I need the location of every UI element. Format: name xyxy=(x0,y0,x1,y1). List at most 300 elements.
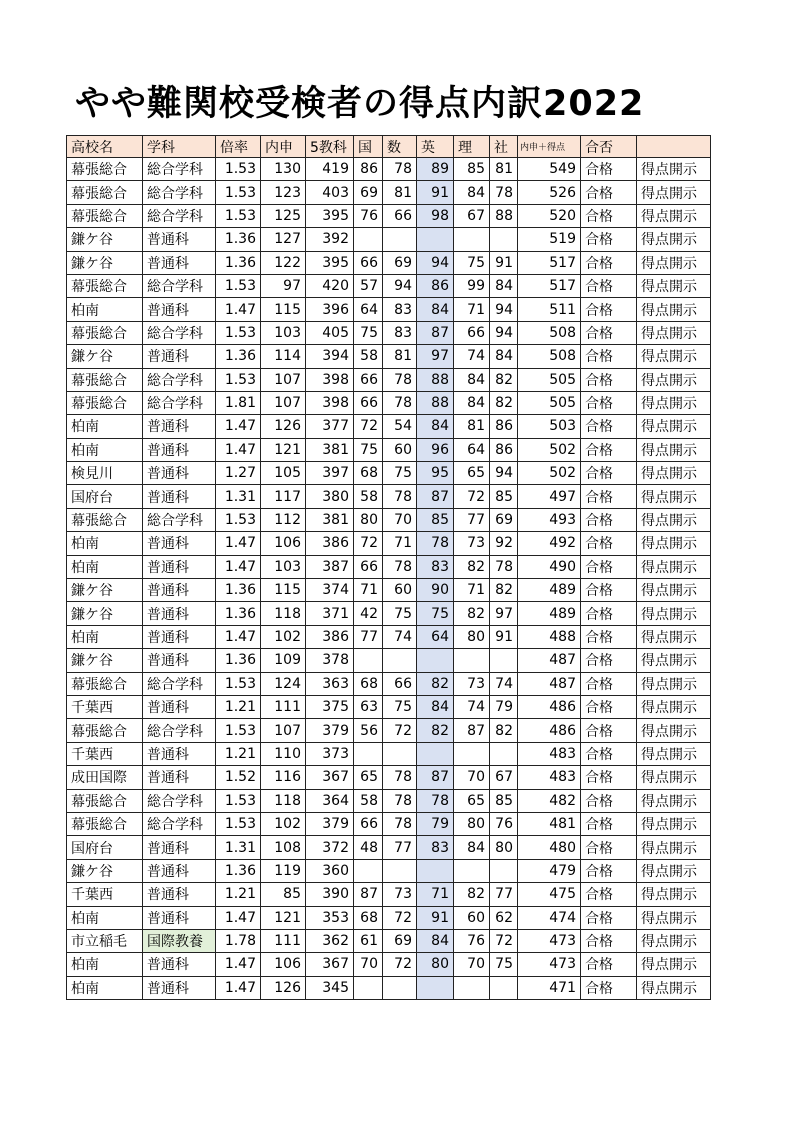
science-cell: 82 xyxy=(454,883,490,906)
japanese-cell xyxy=(354,976,383,999)
col-header-science: 理 xyxy=(454,136,490,158)
naishin-cell: 105 xyxy=(261,462,306,485)
result-cell: 合格 xyxy=(581,672,637,695)
total-cell: 508 xyxy=(518,345,581,368)
english-cell: 97 xyxy=(417,345,454,368)
total-cell: 526 xyxy=(518,181,581,204)
japanese-cell: 68 xyxy=(354,672,383,695)
five-subject-cell: 387 xyxy=(306,555,354,578)
math-cell: 78 xyxy=(383,485,417,508)
social-cell: 85 xyxy=(490,485,518,508)
total-cell: 471 xyxy=(518,976,581,999)
english-cell xyxy=(417,649,454,672)
result-cell: 合格 xyxy=(581,649,637,672)
japanese-cell: 80 xyxy=(354,508,383,531)
english-cell: 96 xyxy=(417,438,454,461)
math-cell: 69 xyxy=(383,251,417,274)
course-cell: 総合学科 xyxy=(143,789,216,812)
science-cell: 84 xyxy=(454,391,490,414)
social-cell xyxy=(490,859,518,882)
math-cell: 94 xyxy=(383,274,417,297)
japanese-cell: 70 xyxy=(354,953,383,976)
note-cell: 得点開示 xyxy=(637,251,711,274)
school-cell: 幕張総合 xyxy=(67,719,143,742)
total-cell: 483 xyxy=(518,766,581,789)
school-cell: 鎌ケ谷 xyxy=(67,251,143,274)
naishin-cell: 103 xyxy=(261,555,306,578)
math-cell: 78 xyxy=(383,368,417,391)
table-row xyxy=(67,321,711,344)
five-subject-cell: 379 xyxy=(306,719,354,742)
total-cell: 502 xyxy=(518,438,581,461)
science-cell: 99 xyxy=(454,274,490,297)
course-cell: 総合学科 xyxy=(143,204,216,227)
note-cell: 得点開示 xyxy=(637,391,711,414)
result-cell: 合格 xyxy=(581,695,637,718)
ratio-cell: 1.36 xyxy=(216,345,261,368)
social-cell: 69 xyxy=(490,508,518,531)
ratio-cell: 1.47 xyxy=(216,625,261,648)
english-cell: 80 xyxy=(417,953,454,976)
science-cell xyxy=(454,649,490,672)
result-cell: 合格 xyxy=(581,345,637,368)
math-cell: 72 xyxy=(383,953,417,976)
course-cell: 普通科 xyxy=(143,485,216,508)
course-cell: 普通科 xyxy=(143,836,216,859)
five-subject-cell: 395 xyxy=(306,204,354,227)
note-cell: 得点開示 xyxy=(637,532,711,555)
five-subject-cell: 364 xyxy=(306,789,354,812)
ratio-cell: 1.36 xyxy=(216,228,261,251)
naishin-cell: 106 xyxy=(261,532,306,555)
table-row xyxy=(67,883,711,906)
social-cell: 77 xyxy=(490,883,518,906)
naishin-cell: 110 xyxy=(261,742,306,765)
course-cell: 普通科 xyxy=(143,251,216,274)
school-cell: 国府台 xyxy=(67,485,143,508)
note-cell: 得点開示 xyxy=(637,321,711,344)
note-cell: 得点開示 xyxy=(637,298,711,321)
five-subject-cell: 362 xyxy=(306,929,354,952)
five-subject-cell: 419 xyxy=(306,158,354,181)
ratio-cell: 1.47 xyxy=(216,906,261,929)
math-cell: 73 xyxy=(383,883,417,906)
result-cell: 合格 xyxy=(581,228,637,251)
ratio-cell: 1.36 xyxy=(216,649,261,672)
col-header-math: 数 xyxy=(383,136,417,158)
school-cell: 柏南 xyxy=(67,906,143,929)
math-cell: 71 xyxy=(383,532,417,555)
naishin-cell: 106 xyxy=(261,953,306,976)
total-cell: 489 xyxy=(518,602,581,625)
english-cell: 84 xyxy=(417,695,454,718)
english-cell: 87 xyxy=(417,766,454,789)
total-cell: 486 xyxy=(518,695,581,718)
result-cell: 合格 xyxy=(581,298,637,321)
ratio-cell: 1.36 xyxy=(216,579,261,602)
social-cell: 78 xyxy=(490,555,518,578)
five-subject-cell: 375 xyxy=(306,695,354,718)
science-cell: 74 xyxy=(454,345,490,368)
course-cell: 総合学科 xyxy=(143,391,216,414)
social-cell: 78 xyxy=(490,181,518,204)
school-cell: 幕張総合 xyxy=(67,789,143,812)
school-cell: 鎌ケ谷 xyxy=(67,345,143,368)
note-cell: 得点開示 xyxy=(637,742,711,765)
social-cell: 86 xyxy=(490,438,518,461)
english-cell: 82 xyxy=(417,719,454,742)
total-cell: 489 xyxy=(518,579,581,602)
social-cell: 94 xyxy=(490,462,518,485)
ratio-cell: 1.53 xyxy=(216,719,261,742)
social-cell: 85 xyxy=(490,789,518,812)
naishin-cell: 85 xyxy=(261,883,306,906)
english-cell: 89 xyxy=(417,158,454,181)
science-cell: 65 xyxy=(454,789,490,812)
total-cell: 487 xyxy=(518,672,581,695)
table-row xyxy=(67,625,711,648)
total-cell: 481 xyxy=(518,812,581,835)
science-cell: 72 xyxy=(454,485,490,508)
social-cell: 91 xyxy=(490,251,518,274)
course-cell: 普通科 xyxy=(143,883,216,906)
school-cell: 幕張総合 xyxy=(67,204,143,227)
english-cell: 87 xyxy=(417,485,454,508)
english-cell: 91 xyxy=(417,906,454,929)
five-subject-cell: 367 xyxy=(306,953,354,976)
science-cell: 81 xyxy=(454,415,490,438)
naishin-cell: 118 xyxy=(261,602,306,625)
science-cell xyxy=(454,228,490,251)
science-cell: 82 xyxy=(454,555,490,578)
result-cell: 合格 xyxy=(581,274,637,297)
total-cell: 549 xyxy=(518,158,581,181)
ratio-cell: 1.36 xyxy=(216,602,261,625)
english-cell: 98 xyxy=(417,204,454,227)
school-cell: 検見川 xyxy=(67,462,143,485)
math-cell: 77 xyxy=(383,836,417,859)
col-header-naishin: 内申 xyxy=(261,136,306,158)
ratio-cell: 1.53 xyxy=(216,789,261,812)
total-cell: 493 xyxy=(518,508,581,531)
total-cell: 482 xyxy=(518,789,581,812)
result-cell: 合格 xyxy=(581,836,637,859)
japanese-cell: 48 xyxy=(354,836,383,859)
school-cell: 幕張総合 xyxy=(67,158,143,181)
social-cell: 94 xyxy=(490,298,518,321)
note-cell: 得点開示 xyxy=(637,579,711,602)
table-row xyxy=(67,555,711,578)
ratio-cell: 1.21 xyxy=(216,695,261,718)
science-cell: 84 xyxy=(454,836,490,859)
school-cell: 柏南 xyxy=(67,555,143,578)
course-cell: 普通科 xyxy=(143,579,216,602)
social-cell: 67 xyxy=(490,766,518,789)
course-cell: 普通科 xyxy=(143,649,216,672)
document-title: やや難関校受検者の得点内訳2022 xyxy=(75,84,645,124)
social-cell xyxy=(490,649,518,672)
table-row xyxy=(67,438,711,461)
course-cell: 普通科 xyxy=(143,298,216,321)
naishin-cell: 121 xyxy=(261,438,306,461)
five-subject-cell: 420 xyxy=(306,274,354,297)
japanese-cell: 65 xyxy=(354,766,383,789)
social-cell: 86 xyxy=(490,415,518,438)
five-subject-cell: 381 xyxy=(306,438,354,461)
ratio-cell: 1.53 xyxy=(216,672,261,695)
science-cell: 73 xyxy=(454,532,490,555)
result-cell: 合格 xyxy=(581,859,637,882)
five-subject-cell: 392 xyxy=(306,228,354,251)
col-header-total: 内申＋得点 xyxy=(518,136,581,158)
naishin-cell: 117 xyxy=(261,485,306,508)
result-cell: 合格 xyxy=(581,462,637,485)
note-cell: 得点開示 xyxy=(637,953,711,976)
result-cell: 合格 xyxy=(581,766,637,789)
english-cell: 78 xyxy=(417,789,454,812)
note-cell: 得点開示 xyxy=(637,508,711,531)
science-cell xyxy=(454,976,490,999)
english-cell: 78 xyxy=(417,532,454,555)
japanese-cell: 61 xyxy=(354,929,383,952)
table-row xyxy=(67,345,711,368)
school-cell: 幕張総合 xyxy=(67,391,143,414)
math-cell: 78 xyxy=(383,789,417,812)
math-cell xyxy=(383,649,417,672)
naishin-cell: 121 xyxy=(261,906,306,929)
school-cell: 柏南 xyxy=(67,438,143,461)
five-subject-cell: 405 xyxy=(306,321,354,344)
table-row xyxy=(67,579,711,602)
course-cell: 総合学科 xyxy=(143,672,216,695)
ratio-cell: 1.53 xyxy=(216,508,261,531)
math-cell: 81 xyxy=(383,181,417,204)
naishin-cell: 111 xyxy=(261,695,306,718)
naishin-cell: 102 xyxy=(261,812,306,835)
english-cell: 85 xyxy=(417,508,454,531)
five-subject-cell: 345 xyxy=(306,976,354,999)
table-row xyxy=(67,929,711,952)
table-row xyxy=(67,415,711,438)
note-cell: 得点開示 xyxy=(637,906,711,929)
note-cell: 得点開示 xyxy=(637,929,711,952)
result-cell: 合格 xyxy=(581,742,637,765)
table-row xyxy=(67,789,711,812)
course-cell: 普通科 xyxy=(143,906,216,929)
total-cell: 483 xyxy=(518,742,581,765)
course-cell: 普通科 xyxy=(143,742,216,765)
naishin-cell: 119 xyxy=(261,859,306,882)
result-cell: 合格 xyxy=(581,368,637,391)
math-cell: 70 xyxy=(383,508,417,531)
ratio-cell: 1.47 xyxy=(216,298,261,321)
school-cell: 鎌ケ谷 xyxy=(67,649,143,672)
social-cell: 84 xyxy=(490,345,518,368)
ratio-cell: 1.53 xyxy=(216,158,261,181)
japanese-cell: 86 xyxy=(354,158,383,181)
note-cell: 得点開示 xyxy=(637,602,711,625)
science-cell: 67 xyxy=(454,204,490,227)
school-cell: 幕張総合 xyxy=(67,672,143,695)
social-cell: 76 xyxy=(490,812,518,835)
science-cell: 64 xyxy=(454,438,490,461)
math-cell: 75 xyxy=(383,695,417,718)
science-cell: 60 xyxy=(454,906,490,929)
school-cell: 成田国際 xyxy=(67,766,143,789)
naishin-cell: 127 xyxy=(261,228,306,251)
note-cell: 得点開示 xyxy=(637,649,711,672)
result-cell: 合格 xyxy=(581,976,637,999)
social-cell: 75 xyxy=(490,953,518,976)
english-cell: 83 xyxy=(417,836,454,859)
result-cell: 合格 xyxy=(581,181,637,204)
math-cell: 60 xyxy=(383,579,417,602)
course-cell: 普通科 xyxy=(143,462,216,485)
social-cell: 80 xyxy=(490,836,518,859)
note-cell: 得点開示 xyxy=(637,462,711,485)
result-cell: 合格 xyxy=(581,625,637,648)
course-cell: 普通科 xyxy=(143,976,216,999)
english-cell xyxy=(417,228,454,251)
ratio-cell: 1.27 xyxy=(216,462,261,485)
ratio-cell: 1.53 xyxy=(216,274,261,297)
course-cell: 普通科 xyxy=(143,766,216,789)
school-cell: 千葉西 xyxy=(67,742,143,765)
total-cell: 473 xyxy=(518,929,581,952)
science-cell xyxy=(454,742,490,765)
course-cell: 普通科 xyxy=(143,859,216,882)
total-cell: 473 xyxy=(518,953,581,976)
science-cell xyxy=(454,859,490,882)
five-subject-cell: 403 xyxy=(306,181,354,204)
japanese-cell: 58 xyxy=(354,345,383,368)
japanese-cell: 58 xyxy=(354,485,383,508)
course-cell: 普通科 xyxy=(143,532,216,555)
math-cell xyxy=(383,228,417,251)
japanese-cell: 72 xyxy=(354,532,383,555)
japanese-cell xyxy=(354,228,383,251)
social-cell: 79 xyxy=(490,695,518,718)
table-row xyxy=(67,391,711,414)
note-cell: 得点開示 xyxy=(637,438,711,461)
school-cell: 柏南 xyxy=(67,298,143,321)
result-cell: 合格 xyxy=(581,789,637,812)
five-subject-cell: 390 xyxy=(306,883,354,906)
naishin-cell: 102 xyxy=(261,625,306,648)
five-subject-cell: 367 xyxy=(306,766,354,789)
social-cell: 94 xyxy=(490,321,518,344)
ratio-cell: 1.78 xyxy=(216,929,261,952)
note-cell: 得点開示 xyxy=(637,345,711,368)
science-cell: 75 xyxy=(454,251,490,274)
course-cell: 総合学科 xyxy=(143,158,216,181)
naishin-cell: 125 xyxy=(261,204,306,227)
table-row xyxy=(67,158,711,181)
table-row xyxy=(67,204,711,227)
japanese-cell: 72 xyxy=(354,415,383,438)
science-cell: 74 xyxy=(454,695,490,718)
english-cell: 91 xyxy=(417,181,454,204)
science-cell: 84 xyxy=(454,181,490,204)
col-header-english: 英 xyxy=(417,136,454,158)
five-subject-cell: 381 xyxy=(306,508,354,531)
table-row xyxy=(67,742,711,765)
result-cell: 合格 xyxy=(581,719,637,742)
japanese-cell: 66 xyxy=(354,812,383,835)
social-cell: 62 xyxy=(490,906,518,929)
social-cell: 82 xyxy=(490,579,518,602)
course-cell: 普通科 xyxy=(143,345,216,368)
english-cell: 84 xyxy=(417,929,454,952)
naishin-cell: 115 xyxy=(261,298,306,321)
course-cell: 普通科 xyxy=(143,415,216,438)
total-cell: 511 xyxy=(518,298,581,321)
social-cell: 97 xyxy=(490,602,518,625)
five-subject-cell: 386 xyxy=(306,625,354,648)
japanese-cell: 66 xyxy=(354,391,383,414)
result-cell: 合格 xyxy=(581,508,637,531)
school-cell: 幕張総合 xyxy=(67,812,143,835)
science-cell: 85 xyxy=(454,158,490,181)
science-cell: 80 xyxy=(454,812,490,835)
total-cell: 480 xyxy=(518,836,581,859)
math-cell xyxy=(383,976,417,999)
total-cell: 497 xyxy=(518,485,581,508)
japanese-cell: 71 xyxy=(354,579,383,602)
naishin-cell: 124 xyxy=(261,672,306,695)
english-cell: 88 xyxy=(417,368,454,391)
school-cell: 幕張総合 xyxy=(67,321,143,344)
japanese-cell: 76 xyxy=(354,204,383,227)
table-row xyxy=(67,462,711,485)
ratio-cell: 1.53 xyxy=(216,368,261,391)
social-cell: 88 xyxy=(490,204,518,227)
naishin-cell: 115 xyxy=(261,579,306,602)
five-subject-cell: 378 xyxy=(306,649,354,672)
english-cell: 84 xyxy=(417,298,454,321)
japanese-cell: 64 xyxy=(354,298,383,321)
english-cell: 64 xyxy=(417,625,454,648)
japanese-cell: 58 xyxy=(354,789,383,812)
ratio-cell: 1.36 xyxy=(216,251,261,274)
course-cell: 総合学科 xyxy=(143,274,216,297)
table-row xyxy=(67,368,711,391)
naishin-cell: 114 xyxy=(261,345,306,368)
col-header-japanese: 国 xyxy=(354,136,383,158)
total-cell: 505 xyxy=(518,391,581,414)
ratio-cell: 1.21 xyxy=(216,883,261,906)
five-subject-cell: 394 xyxy=(306,345,354,368)
note-cell: 得点開示 xyxy=(637,812,711,835)
english-cell xyxy=(417,742,454,765)
social-cell: 82 xyxy=(490,368,518,391)
total-cell: 487 xyxy=(518,649,581,672)
science-cell: 71 xyxy=(454,298,490,321)
math-cell: 66 xyxy=(383,672,417,695)
table-row xyxy=(67,602,711,625)
course-cell: 普通科 xyxy=(143,695,216,718)
five-subject-cell: 397 xyxy=(306,462,354,485)
table-row xyxy=(67,859,711,882)
five-subject-cell: 380 xyxy=(306,485,354,508)
table-row xyxy=(67,649,711,672)
math-cell: 83 xyxy=(383,321,417,344)
note-cell: 得点開示 xyxy=(637,158,711,181)
col-header-social: 社 xyxy=(490,136,518,158)
japanese-cell xyxy=(354,742,383,765)
social-cell: 82 xyxy=(490,719,518,742)
science-cell: 70 xyxy=(454,766,490,789)
